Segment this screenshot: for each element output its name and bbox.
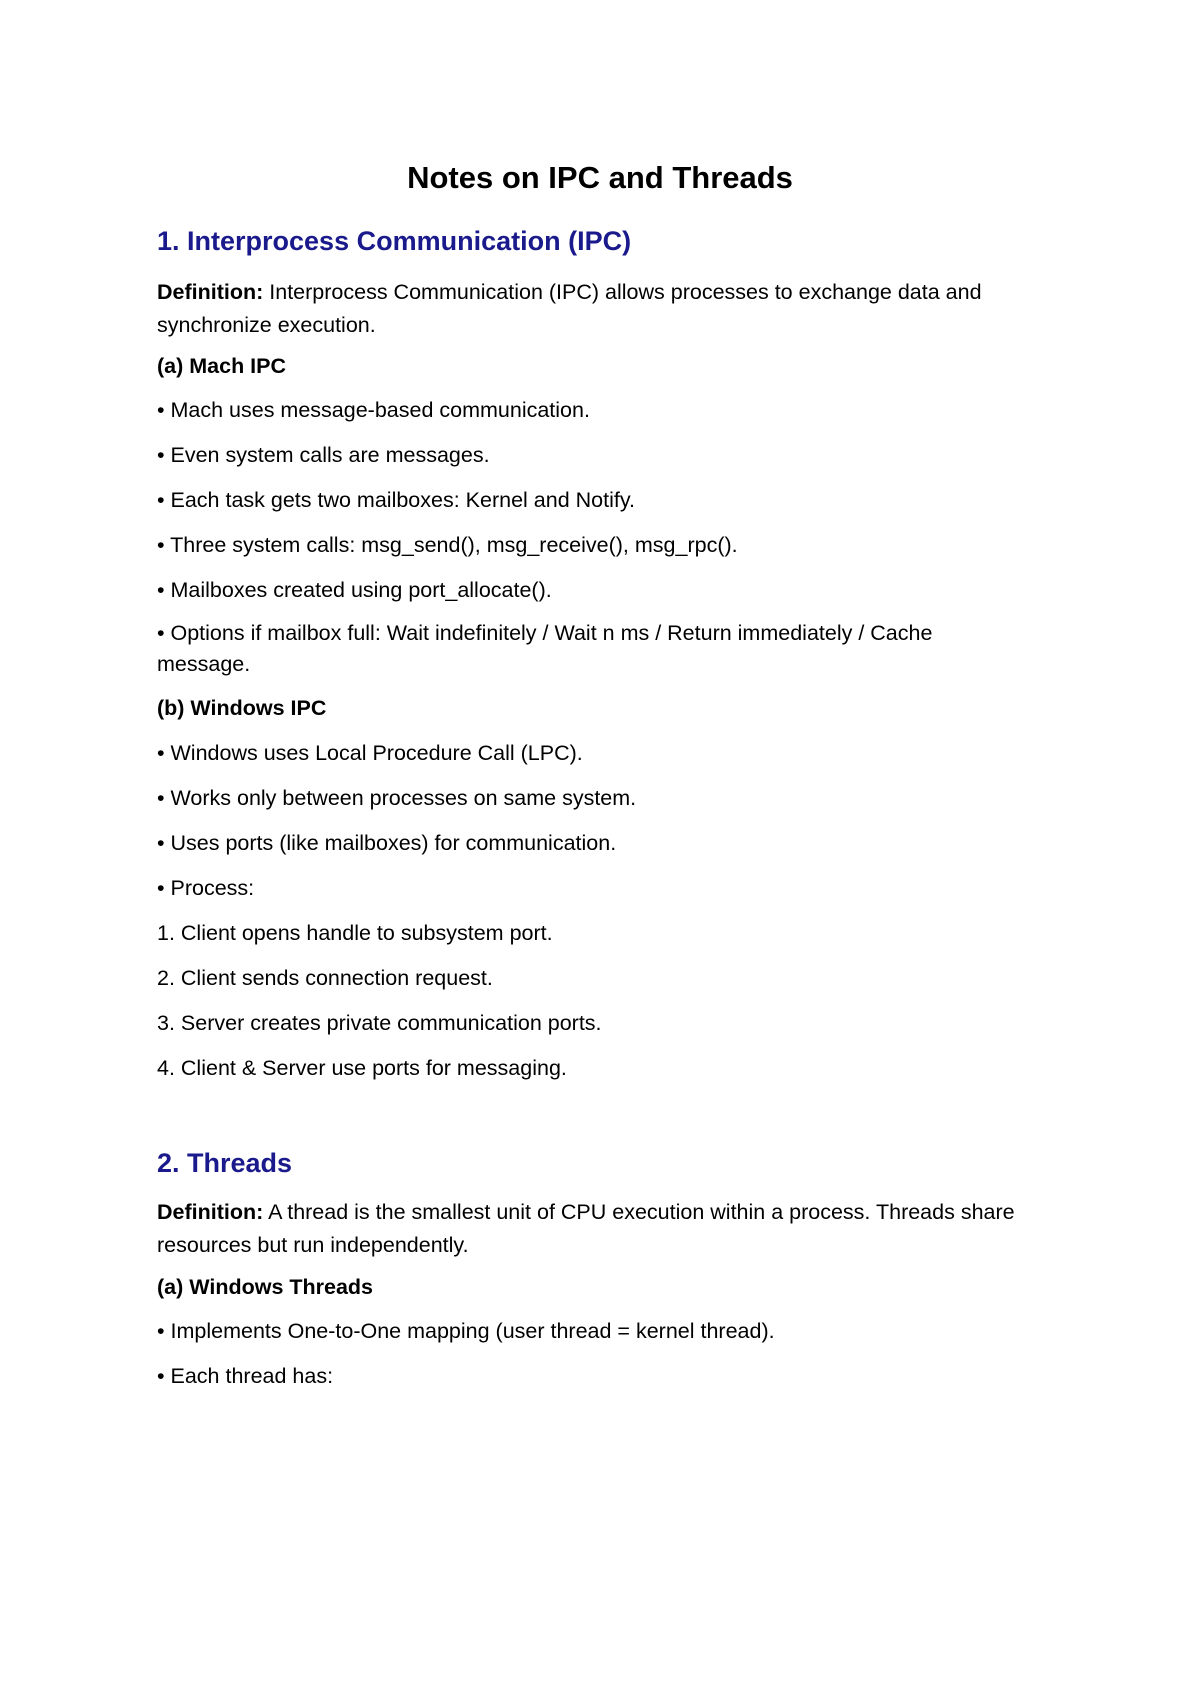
list-item: 2. Client sends connection request. — [157, 966, 493, 990]
subsection-title-windows-ipc: (b) Windows IPC — [157, 696, 327, 720]
list-item: • Even system calls are messages. — [157, 443, 490, 467]
list-item: 1. Client opens handle to subsystem port. — [157, 921, 553, 945]
section-heading-threads: 2. Threads — [157, 1148, 293, 1178]
list-item: • Process: — [157, 876, 255, 900]
definition-label: Definition: — [157, 280, 264, 304]
ipc-definition — [157, 276, 1057, 342]
list-item: • Each task gets two mailboxes: Kernel and Notify. — [157, 488, 635, 512]
threads-definition — [157, 1196, 1057, 1262]
list-item: • Each thread has: — [157, 1364, 334, 1388]
definition-text: A thread is the smallest unit of CPU execution within a process. Threads share resources but run independently. — [157, 1200, 1015, 1257]
definition-label: Definition: — [157, 1200, 264, 1224]
list-item: • Windows uses Local Procedure Call (LPC). — [157, 741, 583, 765]
page-title: Notes on IPC and Threads — [407, 160, 793, 195]
list-item: 3. Server creates private communication ports. — [157, 1011, 602, 1035]
list-item: • Mailboxes created using port_allocate(). — [157, 578, 552, 602]
definition-text: Interprocess Communication (IPC) allows processes to exchange data and synchronize execution. — [157, 280, 982, 337]
section-heading-ipc: 1. Interprocess Communication (IPC) — [157, 226, 632, 256]
list-item: • Uses ports (like mailboxes) for communication. — [157, 831, 617, 855]
list-item: • Options if mailbox full: Wait indefinitely / Wait n ms / Return immediately / Cache message. — [157, 621, 933, 676]
subsection-title-mach-ipc: (a) Mach IPC — [157, 354, 287, 378]
list-item: 4. Client & Server use ports for messaging. — [157, 1056, 567, 1080]
list-item: • Mach uses message-based communication. — [157, 398, 590, 422]
list-item: • Works only between processes on same system. — [157, 786, 637, 810]
list-item: • Three system calls: msg_send(), msg_receive(), msg_rpc(). — [157, 533, 738, 557]
list-item: • Implements One-to-One mapping (user thread = kernel thread). — [157, 1319, 775, 1343]
subsection-title-windows-threads: (a) Windows Threads — [157, 1275, 374, 1299]
